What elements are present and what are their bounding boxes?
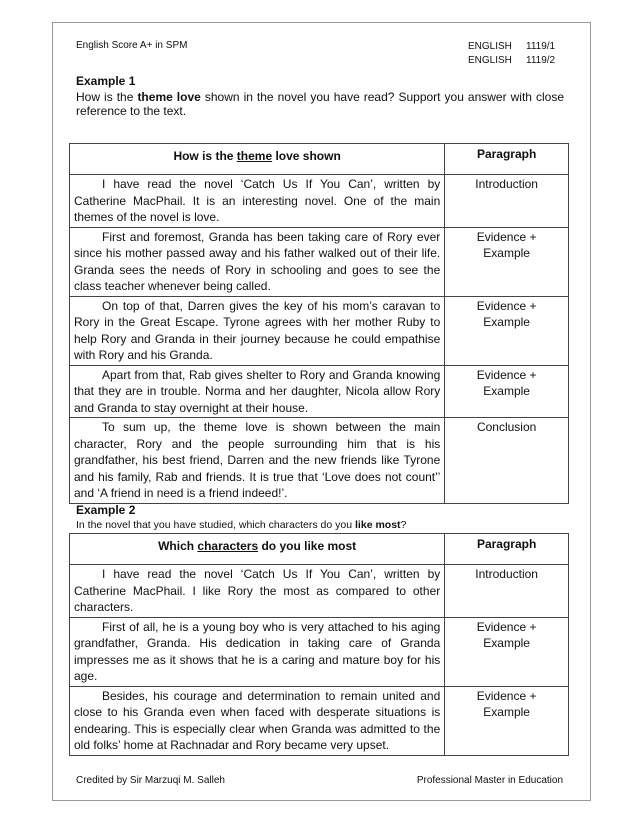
row-label: Evidence + Example: [476, 229, 537, 260]
row-text: I have read the novel ‘Catch Us If You Can’, written by Catherine MacPhail. It is an interesting novel. One of the main themes of the novel is love.: [74, 177, 441, 224]
row-label: Conclusion: [445, 418, 569, 504]
column-header-main: Which characters do you like most: [70, 534, 445, 565]
row-label: Evidence + Example: [476, 688, 537, 719]
table-row: [70, 565, 569, 618]
table-row: [70, 418, 569, 504]
column-header-paragraph: Paragraph: [445, 144, 569, 175]
example-1-question: How is the theme love shown in the novel you have read? Support you answer with close reference to the text.: [76, 90, 564, 118]
row-label: Evidence + Example: [476, 298, 537, 329]
example-2-question: In the novel that you have studied, which characters do you like most?: [76, 519, 407, 531]
example-1-title: Example 1: [76, 74, 136, 88]
row-label: Introduction: [445, 565, 569, 618]
example-1-table: [69, 143, 569, 504]
row-text: Apart from that, Rab gives shelter to Rory and Granda knowing that they are in trouble. Norma and her daughter, Nicola allow Rory and Granda to stay overnight at their house.: [74, 367, 441, 415]
row-label: Introduction: [445, 175, 569, 228]
table-header-row: [70, 534, 569, 565]
row-label: Evidence + Example: [476, 367, 537, 398]
example-2-table: [69, 533, 569, 756]
row-text: On top of that, Darren gives the key of his mom’s caravan to Rory in the Great Escape. Tyrone agrees with her mother Ruby to help Rory and Granda in their journey because he could empathise with Rory and his Granda.: [74, 298, 441, 362]
table-row: [70, 686, 569, 755]
row-text: First of all, he is a young boy who is very attached to his aging grandfather, Granda. His dedication in taking care of Granda impresses me as it shows that he is a caring and mature boy for his age.: [74, 619, 441, 683]
row-text: I have read the novel ‘Catch Us If You Can’, written by Catherine MacPhail. I like Rory the most as compared to other characters.: [74, 567, 441, 614]
header-code-row: ENGLISH 1119/1: [468, 41, 556, 52]
header-code-row: ENGLISH 1119/2: [468, 55, 556, 66]
row-label: Evidence + Example: [476, 619, 537, 650]
table-row: [70, 227, 569, 296]
row-text: Besides, his courage and determination to remain united and close to his Granda even when faced with desperate situations is endearing. This is especially clear when Granda was admitted to the old folks’ home at Rachnadar and Rory became very upset.: [74, 688, 441, 752]
column-header-paragraph: Paragraph: [445, 534, 569, 565]
example-2-title: Example 2: [76, 503, 136, 517]
table-row: [70, 296, 569, 365]
header-codes: [468, 40, 555, 68]
row-text: First and foremost, Granda has been taking care of Rory ever since his mother passed away and his father walked out of their life. Granda sees the needs of Rory in schooling and goes to see the class teacher whenever being called.: [74, 229, 441, 293]
table-header-row: [70, 144, 569, 175]
table-row: [70, 617, 569, 686]
table-row: [70, 175, 569, 228]
row-text: To sum up, the theme love is shown between the main character, Rory and the people surrounding him that is his grandfather, his best friend, Darren and the new friends like Tyrone and his family, Rab and friends. It is true that ‘Love does not count’’ and ‘A friend in need is a friend indeed!’.: [74, 420, 441, 500]
footer-tagline: Professional Master in Education: [416, 775, 563, 786]
column-header-main: How is the theme love shown: [70, 144, 445, 175]
footer-credit: Credited by Sir Marzuqi M. Salleh: [76, 775, 225, 786]
table-row: [70, 365, 569, 418]
header-title: English Score A+ in SPM: [76, 40, 188, 51]
